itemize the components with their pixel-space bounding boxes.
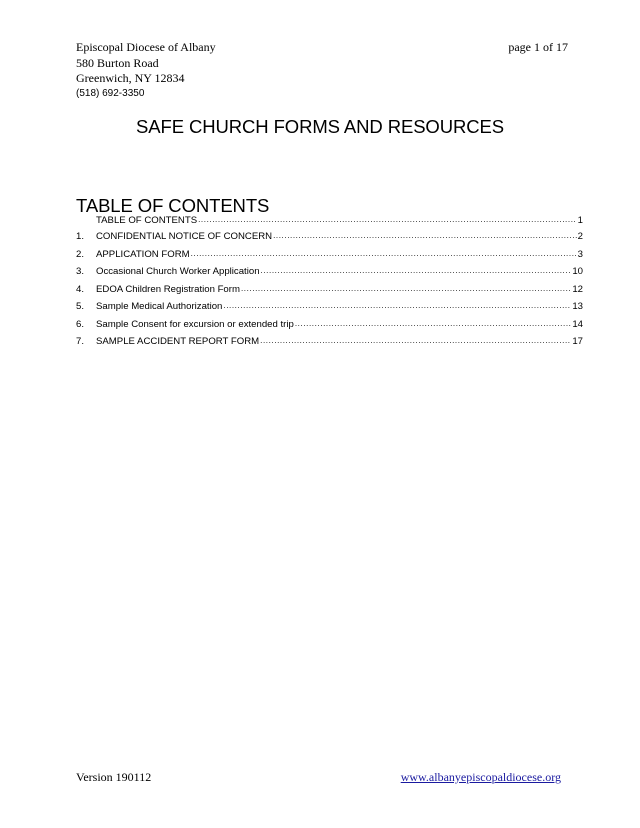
footer-version: Version 190112 bbox=[76, 770, 152, 784]
toc-entry-label: SAMPLE ACCIDENT REPORT FORM bbox=[96, 336, 260, 347]
toc-leader-dots bbox=[198, 214, 577, 225]
toc-entry-number: 3. bbox=[76, 266, 85, 277]
toc-entry-page: 14 bbox=[572, 318, 583, 330]
org-name: Episcopal Diocese of Albany bbox=[76, 40, 216, 54]
toc-entry-page: 10 bbox=[572, 266, 583, 277]
toc-entry-number: 4. bbox=[76, 283, 85, 295]
document-title: SAFE CHURCH FORMS AND RESOURCES bbox=[136, 116, 504, 137]
toc-entry[interactable] bbox=[76, 215, 583, 231]
toc-leader-dots bbox=[260, 335, 571, 346]
toc-entry-number: 7. bbox=[76, 336, 85, 347]
toc-entry-label: CONFIDENTIAL NOTICE OF CONCERN bbox=[96, 231, 273, 242]
toc-entry[interactable] bbox=[76, 336, 583, 354]
address-line-2: Greenwich, NY 12834 bbox=[76, 71, 185, 85]
toc-entry-page: 12 bbox=[572, 283, 583, 295]
toc-leader-dots bbox=[191, 248, 577, 259]
toc-entry-page: 2 bbox=[577, 231, 583, 242]
toc-entry-label: EDOA Children Registration Form bbox=[96, 283, 240, 295]
toc-entry[interactable] bbox=[76, 284, 583, 302]
toc-leader-dots bbox=[241, 283, 571, 294]
toc-entry-label: Occasional Church Worker Application bbox=[96, 266, 260, 277]
address-line-1: 580 Burton Road bbox=[76, 55, 159, 70]
phone-number: (518) 692-3350 bbox=[76, 87, 145, 99]
toc-entry-label: Sample Medical Authorization bbox=[96, 301, 223, 312]
page-indicator: page 1 of 17 bbox=[508, 40, 568, 54]
header-address-block bbox=[76, 40, 216, 100]
toc-entry[interactable] bbox=[76, 319, 583, 337]
toc-entry-page: 13 bbox=[572, 301, 583, 312]
toc-entry-number: 6. bbox=[76, 318, 85, 330]
toc-entry[interactable] bbox=[76, 231, 583, 249]
table-of-contents bbox=[76, 215, 583, 354]
toc-entry-label: APPLICATION FORM bbox=[96, 248, 190, 260]
footer-website-link[interactable]: www.albanyepiscopaldiocese.org bbox=[400, 770, 561, 784]
toc-leader-dots bbox=[261, 265, 572, 276]
toc-leader-dots bbox=[273, 230, 577, 241]
toc-heading: TABLE OF CONTENTS bbox=[76, 195, 270, 216]
toc-entry-label: TABLE OF CONTENTS bbox=[96, 215, 198, 226]
toc-leader-dots bbox=[223, 300, 571, 311]
toc-entry-page: 17 bbox=[572, 336, 583, 347]
toc-entry-number: 5. bbox=[76, 301, 85, 312]
toc-entry-page: 3 bbox=[577, 248, 583, 260]
toc-entry-page: 1 bbox=[577, 215, 583, 226]
toc-entry-number: 2. bbox=[76, 248, 85, 260]
toc-leader-dots bbox=[295, 318, 571, 329]
toc-entry[interactable] bbox=[76, 249, 583, 267]
toc-entry-number: 1. bbox=[76, 231, 85, 242]
toc-entry-label: Sample Consent for excursion or extended trip bbox=[96, 318, 294, 330]
toc-entry[interactable] bbox=[76, 266, 583, 284]
toc-entry[interactable] bbox=[76, 301, 583, 319]
